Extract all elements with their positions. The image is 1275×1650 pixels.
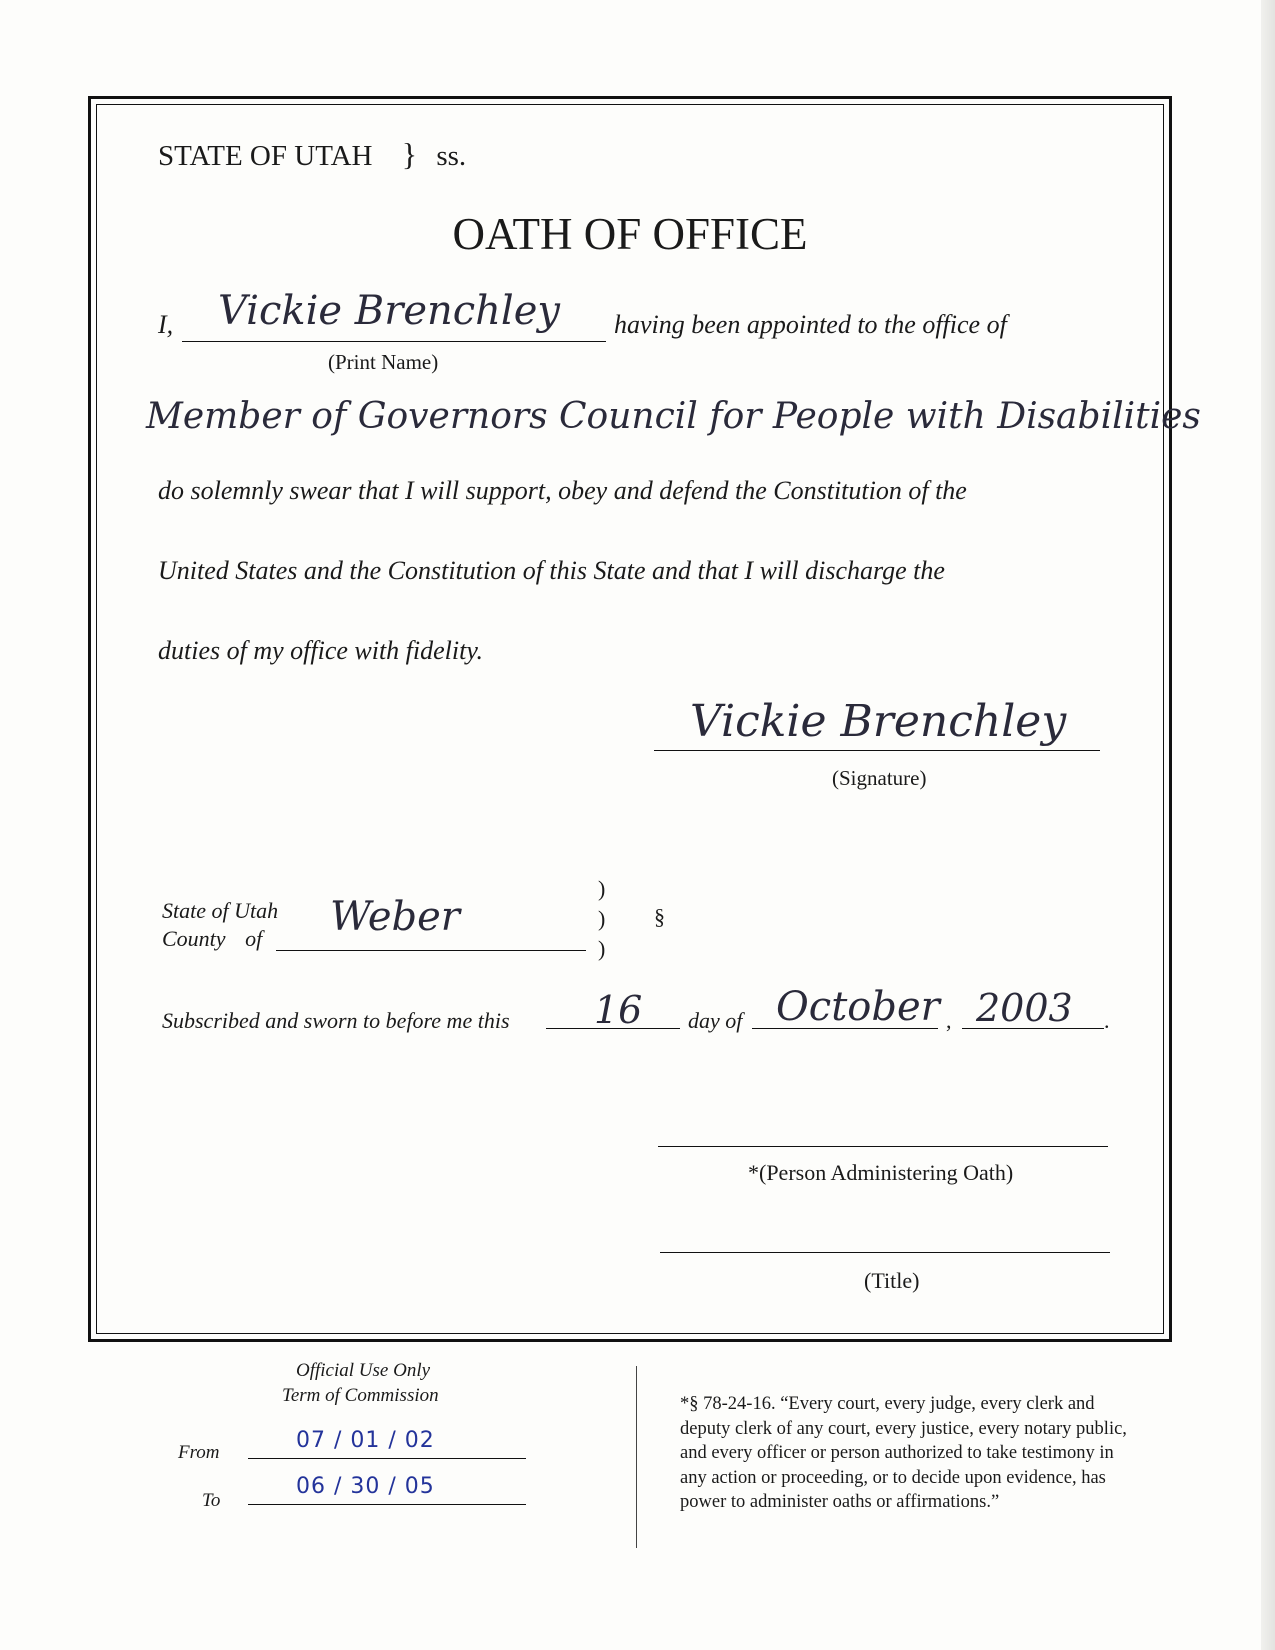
statute-line-2: deputy clerk of any court, every justice, every notary public, bbox=[680, 1418, 1127, 1439]
footer-divider bbox=[636, 1366, 637, 1548]
statute-line-5: power to administer oaths or affirmations.” bbox=[680, 1492, 1000, 1512]
administrator-label: *(Person Administering Oath) bbox=[748, 1160, 1014, 1185]
title-line bbox=[660, 1252, 1110, 1253]
signature-label: (Signature) bbox=[832, 766, 927, 790]
state-name: STATE OF UTAH bbox=[158, 140, 373, 172]
county-word: County bbox=[162, 926, 226, 951]
to-underline bbox=[248, 1504, 526, 1505]
appointed-text: having been appointed to the office of bbox=[614, 310, 1007, 339]
signature-value: Vickie Brenchley bbox=[690, 696, 1067, 747]
year-value: 2003 bbox=[976, 986, 1073, 1030]
venue-state-label: State of Utah bbox=[162, 898, 279, 923]
section-symbol: § bbox=[654, 904, 665, 929]
print-name-label: (Print Name) bbox=[328, 350, 439, 374]
from-value: 07 / 01 / 02 bbox=[296, 1428, 435, 1453]
document-title: OATH OF OFFICE bbox=[452, 209, 808, 259]
oath-line-3: duties of my office with fidelity. bbox=[158, 636, 483, 665]
sworn-prefix: Subscribed and sworn to before me this bbox=[162, 1008, 510, 1033]
county-underline bbox=[276, 950, 586, 951]
ss-label: ss. bbox=[436, 140, 467, 172]
print-name-value: Vickie Brenchley bbox=[218, 288, 560, 334]
period: . bbox=[1104, 1008, 1110, 1033]
brace: } bbox=[401, 136, 418, 172]
official-use-heading: Official Use Only bbox=[296, 1360, 431, 1381]
paren-1: ) bbox=[598, 876, 606, 901]
i-label: I, bbox=[158, 310, 174, 339]
venue-county-label bbox=[162, 926, 262, 952]
to-label: To bbox=[202, 1490, 221, 1511]
from-label: From bbox=[178, 1442, 220, 1463]
name-underline bbox=[182, 341, 606, 342]
comma: , bbox=[946, 1008, 952, 1033]
statute-line-4: any action or proceeding, or to decide upon evidence, has bbox=[680, 1467, 1106, 1488]
venue-parens bbox=[598, 874, 605, 964]
county-value: Weber bbox=[330, 894, 460, 940]
month-value: October bbox=[776, 984, 940, 1030]
oath-line-2: United States and the Constitution of this State and that I will discharge the bbox=[158, 556, 945, 585]
office-value: Member of Governors Council for People with Disabilities bbox=[146, 396, 1201, 437]
paren-2: ) bbox=[598, 906, 606, 931]
state-header bbox=[158, 136, 466, 173]
to-value: 06 / 30 / 05 bbox=[296, 1474, 435, 1499]
statute-line-1: *§ 78-24-16. “Every court, every judge, every clerk and bbox=[680, 1394, 1095, 1414]
of-word: of bbox=[245, 926, 263, 951]
paren-3: ) bbox=[598, 936, 606, 961]
from-underline bbox=[248, 1458, 526, 1459]
oath-line-1: do solemnly swear that I will support, obey and defend the Constitution of the bbox=[158, 476, 967, 505]
statute-text bbox=[680, 1392, 1127, 1515]
signature-line bbox=[654, 750, 1100, 751]
scan-edge-shadow bbox=[1261, 0, 1275, 1650]
statute-line-3: and every officer or person authorized to take testimony in bbox=[680, 1443, 1114, 1463]
term-heading: Term of Commission bbox=[282, 1385, 439, 1406]
administrator-line bbox=[658, 1146, 1108, 1147]
title-label: (Title) bbox=[864, 1268, 920, 1293]
day-of-label: day of bbox=[688, 1008, 743, 1033]
day-value: 16 bbox=[594, 988, 643, 1032]
